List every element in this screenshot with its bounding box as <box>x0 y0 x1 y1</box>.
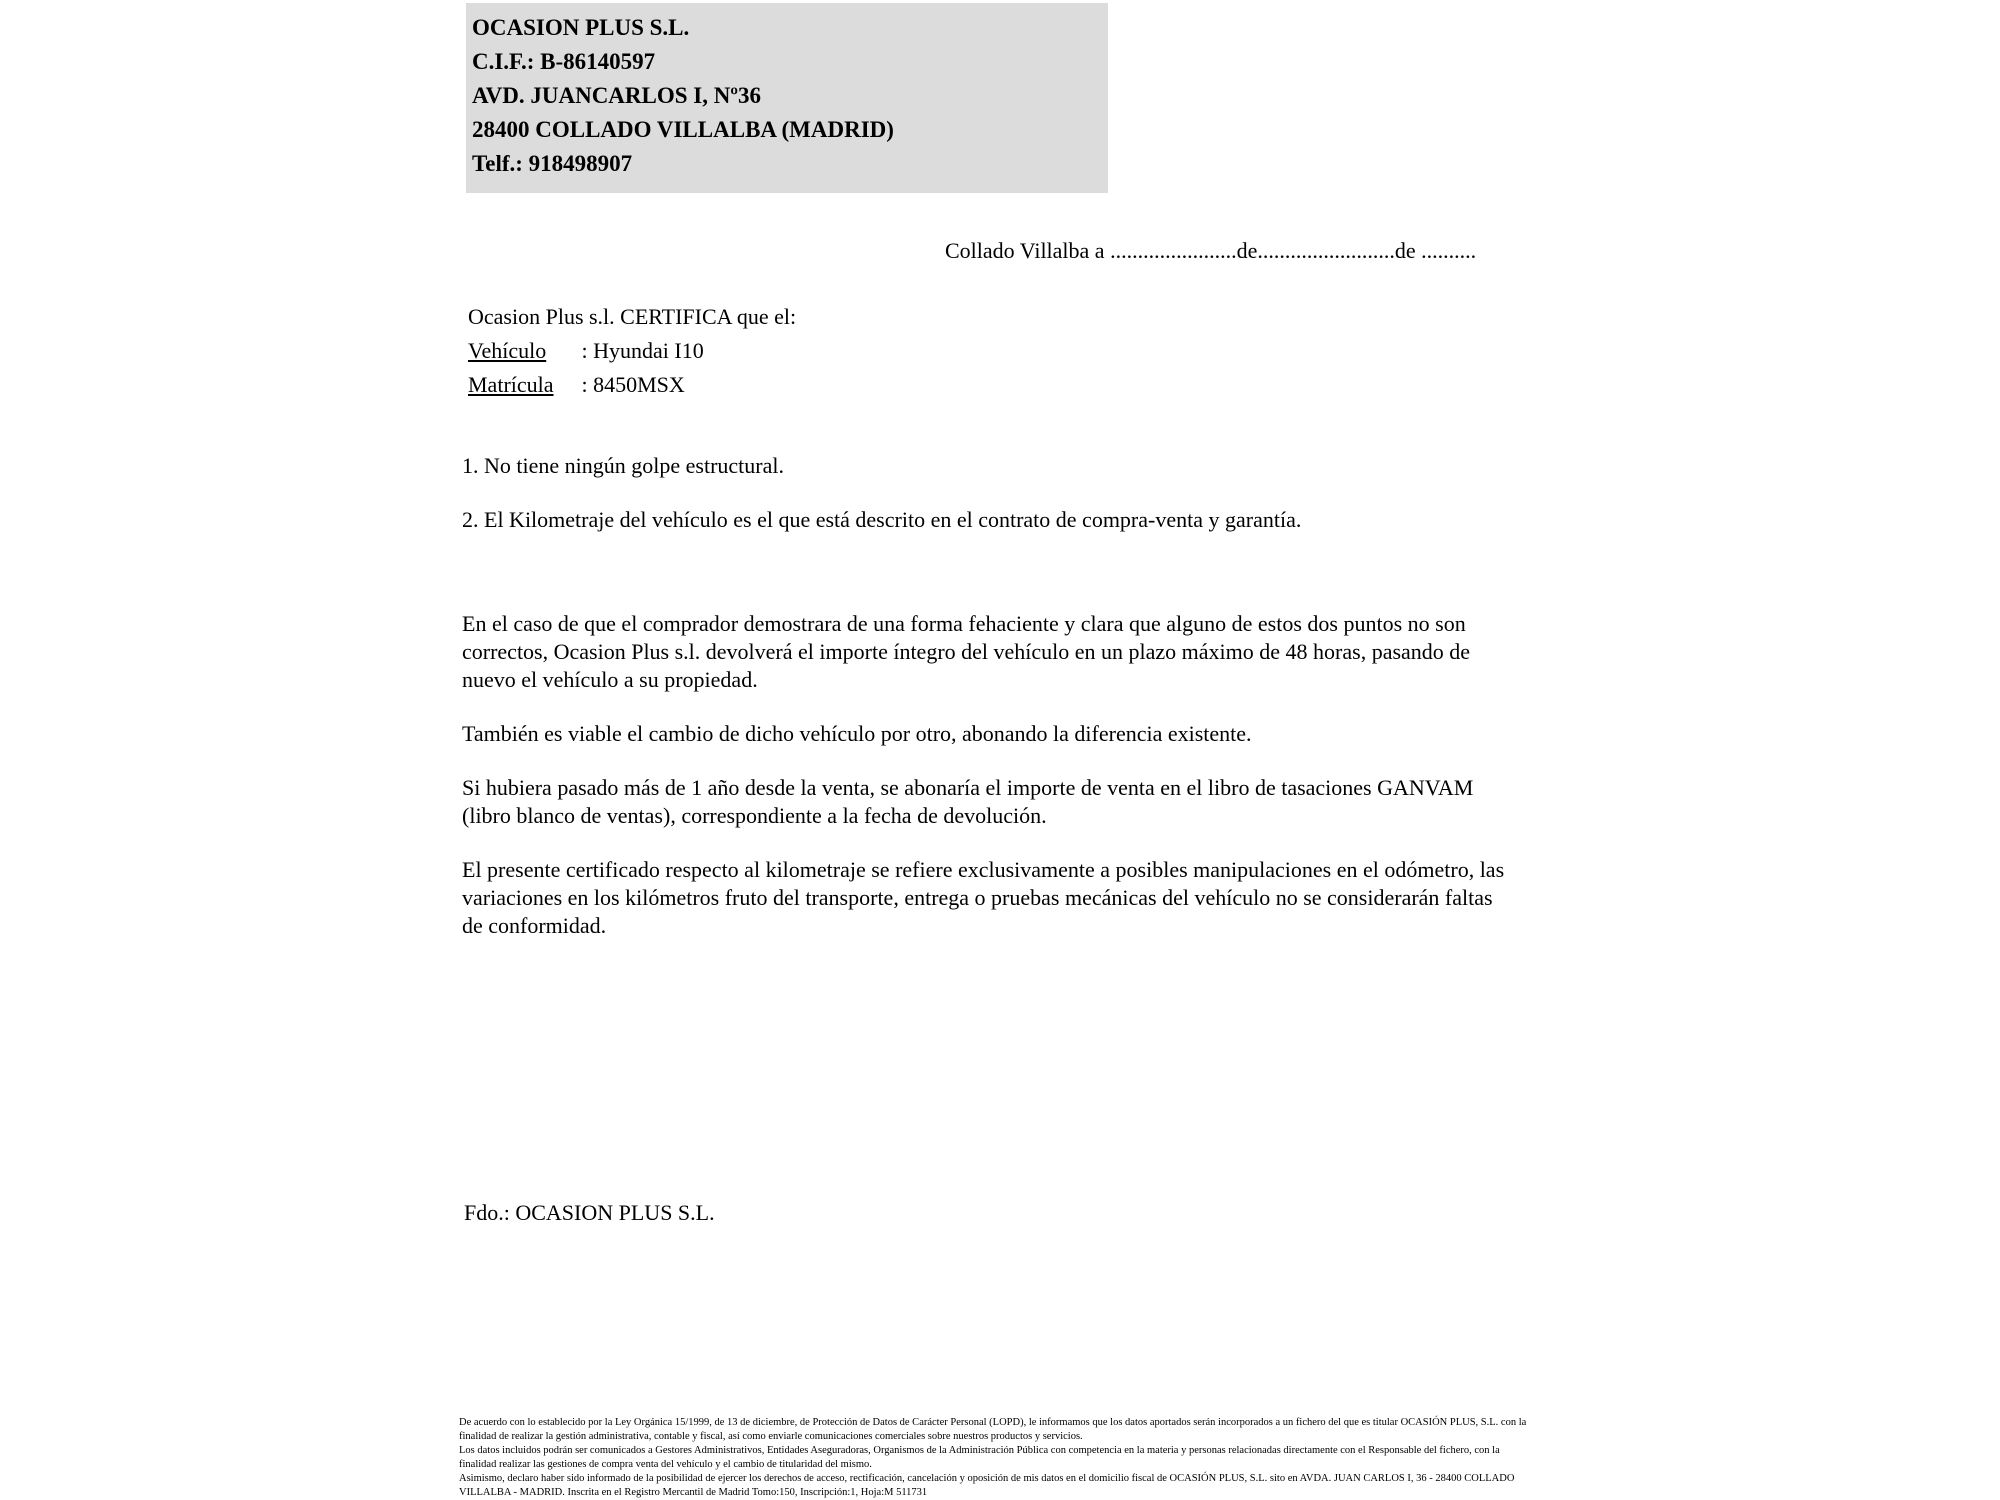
certify-intro: Ocasion Plus s.l. CERTIFICA que el: <box>468 304 797 329</box>
terms-paragraphs <box>462 610 1518 966</box>
vehicle-value: : Hyundai I10 <box>581 338 704 363</box>
company-name: OCASION PLUS S.L. <box>472 15 690 40</box>
company-cif: C.I.F.: B-86140597 <box>472 49 656 74</box>
date-fill-in-line: Collado Villalba a .......................de.........................de .......... <box>945 238 1477 263</box>
paragraph-ganvam: Si hubiera pasado más de 1 año desde la venta, se abonaría el importe de venta en el libro de tasaciones GANVAM (libro blanco de ventas), correspondiente a la fecha de devolución. <box>462 775 1474 828</box>
paragraph-odometer: El presente certificado respecto al kilometraje se refiere exclusivamente a posibles manipulaciones en el odómetro, las variaciones en los kilómetros fruto del transporte, entrega o pruebas mecánicas del vehículo no se considerarán faltas de conformidad. <box>462 857 1505 938</box>
plate-label: Matrícula <box>468 372 554 397</box>
certified-points <box>462 452 1522 560</box>
legal-paragraph-lopd: De acuerdo con lo establecido por la Ley Orgánica 15/1999, de 13 de diciembre, de Protección de Datos de Carácter Personal (LOPD), le informamos que los datos aportados serán incorporados a un fichero del que es titular OCASIÓN PLUS, S.L. con la finalidad de realizar la gestión administrativa, contable y fiscal, así como enviarle comunicaciones comerciales sobre nuestros productos y servicios. <box>459 1417 1527 1442</box>
company-header-block <box>466 3 1108 193</box>
point-2: 2. El Kilometraje del vehículo es el que está descrito en el contrato de compra-venta y garantía. <box>462 507 1302 532</box>
paragraph-refund: En el caso de que el comprador demostrara de una forma fehaciente y clara que alguno de estos dos puntos no son correctos, Ocasion Plus s.l. devolverá el importe íntegro del vehículo en un plazo máximo de 48 horas, pasando de nuevo el vehículo a su propiedad. <box>462 611 1471 692</box>
point-1: 1. No tiene ningún golpe estructural. <box>462 453 784 478</box>
plate-value: : 8450MSX <box>581 372 685 397</box>
legal-paragraph-data-sharing: Los datos incluidos podrán ser comunicados a Gestores Administrativos, Entidades Aseguradoras, Organismos de la Administración Pública con competencia en la materia y personas relacionadas directamente con el Responsable del fichero, con la finalidad realizar las gestiones de compra venta del vehículo y el cambio de titularidad del mismo. <box>459 1445 1500 1470</box>
vehicle-label: Vehículo <box>468 338 547 363</box>
plate-row <box>468 368 796 402</box>
paragraph-exchange: También es viable el cambio de dicho vehículo por otro, abonando la diferencia existente. <box>462 721 1252 746</box>
company-city: 28400 COLLADO VILLALBA (MADRID) <box>472 117 894 142</box>
company-address: AVD. JUANCARLOS I, Nº36 <box>472 83 761 108</box>
legal-footer <box>459 1416 1534 1500</box>
company-phone: Telf.: 918498907 <box>472 151 633 176</box>
vehicle-row <box>468 334 796 368</box>
signature-line: Fdo.: OCASION PLUS S.L. <box>464 1200 715 1225</box>
legal-paragraph-rights: Asimismo, declaro haber sido informado de la posibilidad de ejercer los derechos de acceso, rectificación, cancelación y oposición de mis datos en el domicilio fiscal de OCASIÓN PLUS, S.L. sito en AVDA. JUAN CARLOS I, 36 - 28400 COLLADO VILLALBA - MADRID. Inscrita en el Registro Mercantil de Madrid Tomo:150, Inscripción:1, Hoja:M 511731 <box>459 1473 1515 1498</box>
certify-block <box>468 300 796 402</box>
